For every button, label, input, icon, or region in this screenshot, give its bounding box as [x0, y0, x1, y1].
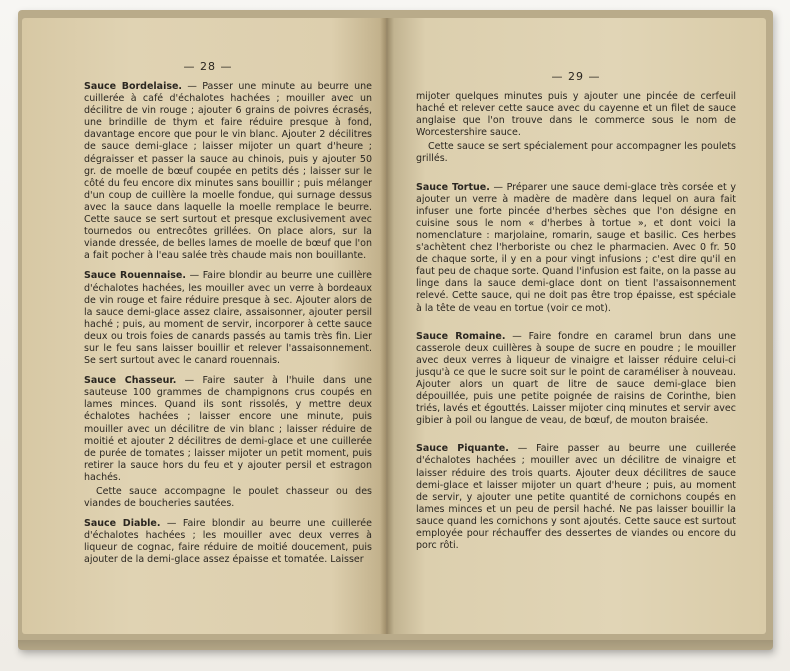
left-page: [22, 18, 386, 634]
right-page-number: — 29 —: [551, 70, 601, 83]
book-shadow: [18, 640, 773, 654]
paragraph: Sauce Rouennaise. — Faire blondir au beurre une cuillère d'échalotes hachées, les mouiller avec un verre à bordeaux de vin rouge et faire réduire presque à sec. Ajouter alors de la sauce demi-glace assez claire, assaisonner, ajouter persil haché ; puis, au moment de servir, incorporer à cette sauce deux ou trois foies de canards passés au tamis très fin. Lier sur le feu sans laisser bouillir et relever l'assaisonnement. Se sert surtout avec le canard rouennais.: [84, 270, 372, 367]
paragraph: Sauce Romaine. — Faire fondre en caramel brun dans une casserole deux cuillères à soupe de sucre en poudre ; le mouiller avec deux verres à liqueur de vinaigre et laisser réduire celui-ci jusqu'à ce que le sucre soit sur le point de caraméliser à nouveau. Ajouter alors un quart de litre de sauce demi-glace bien dépouillée, puis une petite poignée de raisins de Corinthe, bien triés, lavés et égouttés. Laisser mijoter cinq minutes et servir avec gibier à poil ou langue de veau, de bœuf, de mouton braisée.: [416, 330, 736, 427]
paragraph: Sauce Tortue. — Préparer une sauce demi-glace très corsée et y ajouter un verre à madère de madère dans lequel on aura fait infuser une forte pincée d'herbes sèches que l'on désigne en cuisine sous le nom « d'herbes à tortue », et dont voici la nomenclature : marjolaine, romarin, sauge et basilic. Ces herbes s'achètent chez l'herboriste ou chez le pharmacien. Avec 0 fr. 50 de chaque sorte, il y en a pour vingt infusions ; c'est dire qu'il en faut peu de chaque sorte. Quand l'infusion est faite, on la passe au linge dans la sauce demi-glace dont on tient l'assaisonnement relevé. Cette sauce, qui ne doit pas être trop épaisse, est spéciale à la tête de veau en tortue (voir ce mot).: [416, 181, 736, 314]
paragraph: Sauce Chasseur. — Faire sauter à l'huile dans une sauteuse 100 grammes de champignons crus coupés en lames minces. Quand ils sont rissolés, y mettre deux échalotes hachées ; laisser encore une minute, puis mouiller avec un décilitre de vin blanc ; laisser réduire de moitié et ajouter 2 décilitres de demi-glace et une cuillerée de purée de tomates ; laisser mijoter un petit moment, puis retirer la sauce hors du feu et y ajouter persil et estragon hachés.: [84, 375, 373, 483]
paragraph: Sauce Diable. — Faire blondir au beurre une cuillerée d'échalotes hachées ; les mouiller avec deux verres à liqueur de cognac, faire réduire de moitié doucement, puis ajouter de la demi-glace assez épaisse et tomatée. Laisser: [84, 518, 372, 566]
paragraph: Cette sauce accompagne le poulet chasseur ou des viandes de boucheries sautées.: [84, 486, 372, 510]
open-book: [18, 10, 773, 650]
paragraph: Sauce Bordelaise. — Passer une minute au beurre une cuillerée à café d'échalotes hachées ; mouiller avec un décilitre de vin rouge ; ajouter 6 grains de poivres écrasés, une brindille de thym et faire réduire presque à fond, davantage encore que pour le vin blanc. Ajouter 2 décilitres de sauce demi-glace ; laisser mijoter un quart d'heure ; dégraisser et passer la sauce au chinois, puis y ajouter 50 gr. de moelle de bœuf coupée en petits dés ; laisser sur le côté du feu encore dix minutes sans bouillir ; puis mélanger d'un coup de cuillère la moelle fondue, qui surnage dessus avec la sauce dans laquelle la moelle remplace le beurre. Cette sauce se sert surtout et presque exclusivement avec tournedos ou entrecôtes grillées. On place alors, sur la viande dressée, de belles lames de moelle de bœuf que l'on a fait pocher à l'eau salée très chaude mais non bouillante.: [84, 81, 372, 262]
left-page-number: — 28 —: [183, 60, 233, 73]
paragraph: Cette sauce se sert spécialement pour accompagner les poulets grillés.: [416, 141, 736, 165]
left-page-text: [84, 81, 372, 567]
right-page: [388, 18, 766, 634]
book-gutter: [380, 18, 394, 634]
paragraph: Sauce Piquante. — Faire passer au beurre une cuillerée d'échalotes hachées ; mouiller avec un décilitre de vinaigre et laisser réduire des trois quarts. Ajouter deux décilitres de sauce demi-glace et laisser mijoter un quart d'heure ; puis, au moment de servir, y ajouter une petite quantité de cornichons coupés en lames minces et un peu de persil haché. Ne pas laisser bouillir la sauce quand les cornichons y sont ajoutés. Cette sauce est surtout employée pour réchauffer des dessertes de viandes ou encore du porc rôti.: [416, 443, 736, 552]
right-page-text: [416, 91, 736, 552]
paragraph: mijoter quelques minutes puis y ajouter une pincée de cerfeuil haché et relever cette sauce avec du cayenne et un filet de sauce anglaise que l'on trouve dans le commerce sous le nom de Worcestershire sauce.: [416, 91, 736, 139]
